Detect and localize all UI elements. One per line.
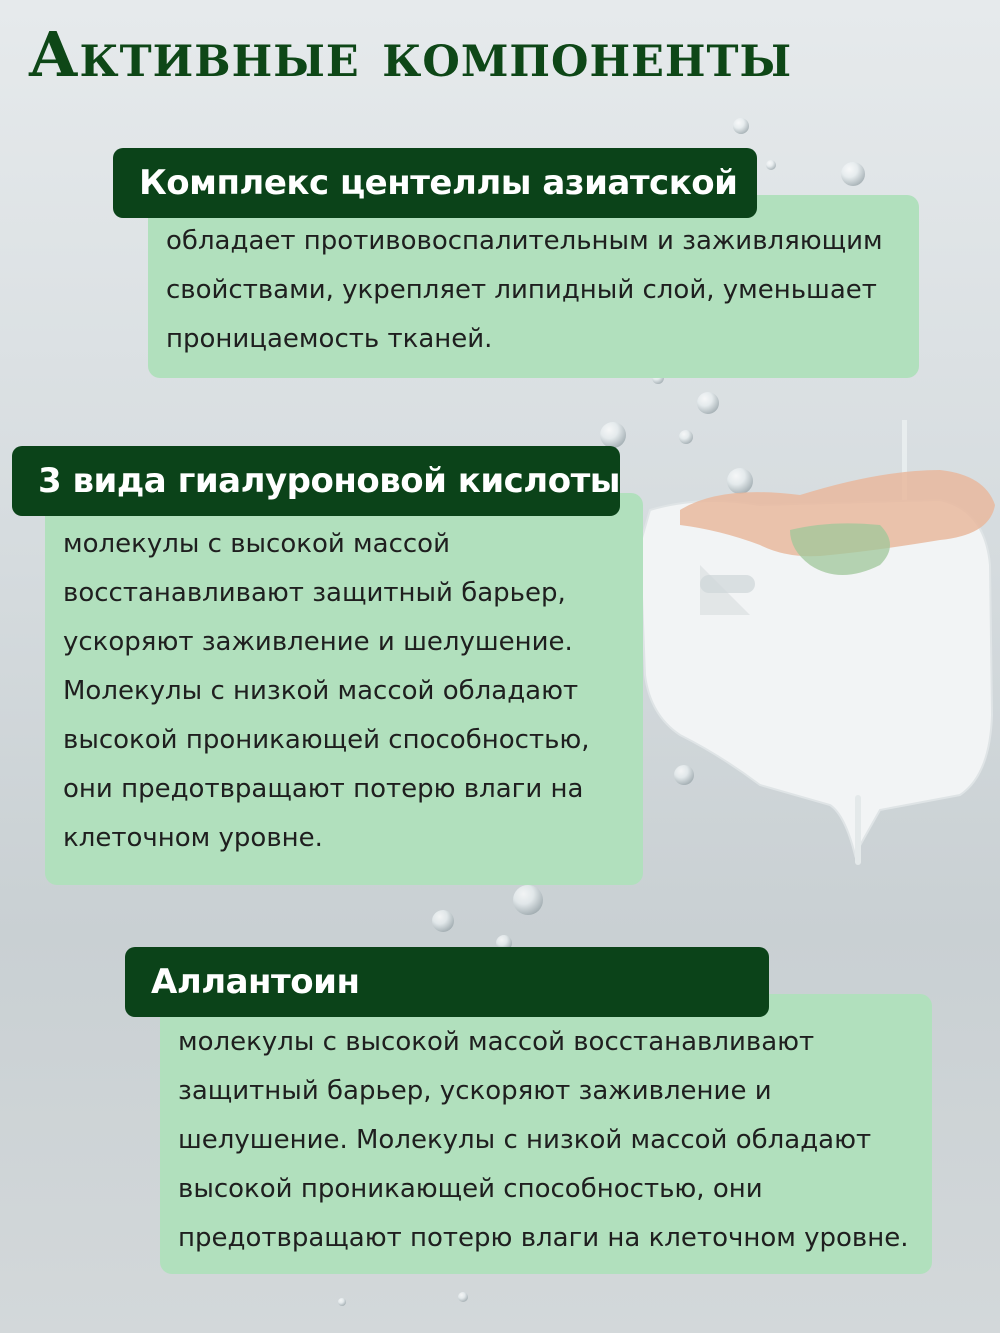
water-drop <box>766 160 776 170</box>
description-line: высокой проникающей способностью, они <box>178 1174 763 1204</box>
description-line: они предотвращают потерю влаги на <box>63 774 584 804</box>
section-card-allantoin <box>160 994 932 1274</box>
water-drop <box>733 118 749 134</box>
description-line: восстанавливают защитный барьер, <box>63 578 566 608</box>
description-line: молекулы с высокой массой <box>63 529 450 559</box>
description-line: защитный барьер, ускоряют заживление и <box>178 1076 772 1106</box>
section-heading-allantoin: Аллантоин <box>125 947 769 1017</box>
description-line: шелушение. Молекулы с низкой массой обладают <box>178 1125 872 1155</box>
sheet-mask-image <box>640 415 1000 875</box>
section-card-centella <box>148 195 919 378</box>
section-heading-centella: Комплекс центеллы азиатской <box>113 148 757 218</box>
description-line: Молекулы с низкой массой обладают <box>63 676 579 706</box>
page-title: Активные компоненты <box>28 18 793 91</box>
water-drop <box>697 392 719 414</box>
section-heading-hyaluronic: 3 вида гиалуроновой кислоты <box>12 446 620 516</box>
description-line: ускоряют заживление и шелушение. <box>63 627 573 657</box>
water-drop <box>458 1292 468 1302</box>
section-card-hyaluronic <box>45 493 643 885</box>
description-line: высокой проникающей способностью, <box>63 725 590 755</box>
water-drop <box>600 422 626 448</box>
water-drop <box>841 162 865 186</box>
description-line: свойствами, укрепляет липидный слой, уменьшает <box>166 275 877 305</box>
description-line: клеточном уровне. <box>63 823 323 853</box>
description-line: молекулы с высокой массой восстанавливают <box>178 1027 815 1057</box>
sheet-mask-illustration <box>640 415 1000 875</box>
water-drop <box>338 1298 346 1306</box>
description-line: предотвращают потерю влаги на клеточном уровне. <box>178 1223 909 1253</box>
water-drop <box>513 885 543 915</box>
water-drop <box>432 910 454 932</box>
description-line: обладает противовоспалительным и заживляющим <box>166 226 883 256</box>
description-line: проницаемость тканей. <box>166 324 493 354</box>
